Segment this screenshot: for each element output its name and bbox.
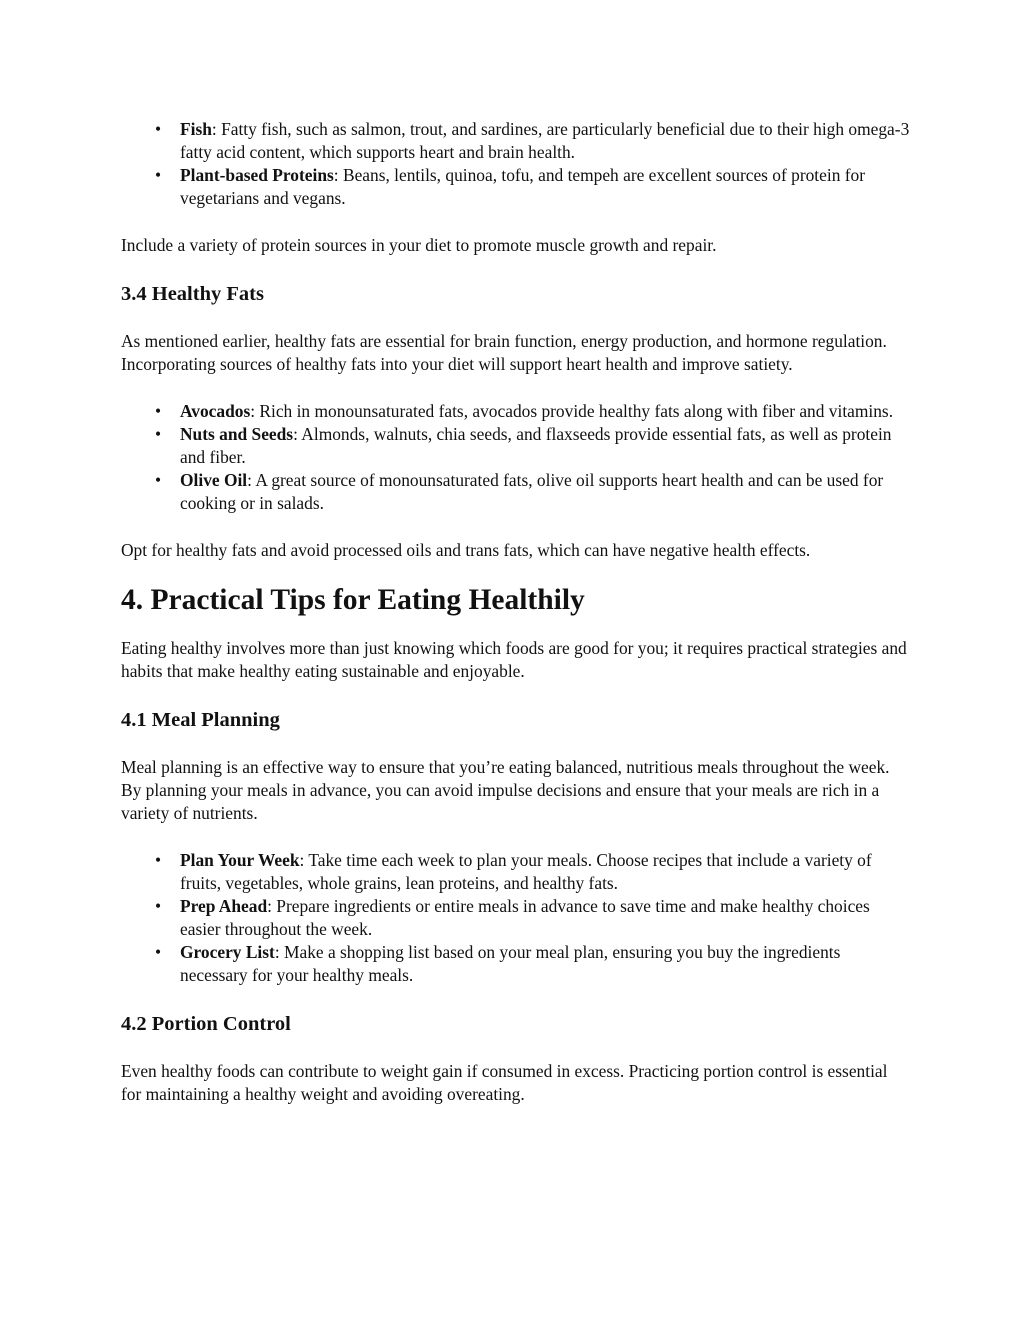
- list-item-term: Grocery List: [180, 942, 275, 962]
- list-item: [121, 423, 911, 469]
- list-item-text: : Make a shopping list based on your meal plan, ensuring you buy the ingredients necessary for your healthy meals.: [180, 942, 841, 985]
- bullet-icon: •: [155, 942, 162, 962]
- list-item-text: : Prepare ingredients or entire meals in advance to save time and make healthy choices easier throughout the week.: [180, 896, 870, 939]
- bullet-icon: •: [155, 165, 162, 185]
- list-item-term: Prep Ahead: [180, 896, 268, 916]
- section-heading-practical-tips: 4. Practical Tips for Eating Healthily: [121, 584, 585, 616]
- list-item-text: : Almonds, walnuts, chia seeds, and flaxseeds provide essential fats, as well as protein and fiber.: [180, 424, 892, 467]
- list-item-term: Olive Oil: [180, 470, 248, 490]
- document-page: [121, 118, 911, 1106]
- list-item: [121, 895, 911, 941]
- meal-planning-list: [121, 849, 911, 987]
- list-item-text: : A great source of monounsaturated fats, olive oil supports heart health and can be used for cooking or in salads.: [180, 470, 884, 513]
- list-item: [121, 849, 911, 895]
- list-item-term: Plant-based Proteins: [180, 165, 334, 185]
- list-item: [121, 469, 911, 515]
- portion-control-intro: Even healthy foods can contribute to weight gain if consumed in excess. Practicing portion control is essential for maintaining a healthy weight and avoiding overeating.: [121, 1061, 888, 1104]
- bullet-icon: •: [155, 896, 162, 916]
- protein-list: [121, 118, 911, 210]
- bullet-icon: •: [155, 470, 162, 490]
- list-item: [121, 164, 911, 210]
- meal-planning-intro: Meal planning is an effective way to ensure that you’re eating balanced, nutritious meals throughout the week. By planning your meals in advance, you can avoid impulse decisions and ensure that your meals are rich in a variety of nutrients.: [121, 757, 890, 823]
- list-item: [121, 400, 911, 423]
- bullet-icon: •: [155, 119, 162, 139]
- list-item: [121, 118, 911, 164]
- list-item-term: Fish: [180, 119, 212, 139]
- list-item-text: : Take time each week to plan your meals. Choose recipes that include a variety of fruits, vegetables, whole grains, lean proteins, and healthy fats.: [180, 850, 872, 893]
- section-heading-healthy-fats: 3.4 Healthy Fats: [121, 283, 264, 305]
- practical-tips-intro: Eating healthy involves more than just knowing which foods are good for you; it requires practical strategies and habits that make healthy eating sustainable and enjoyable.: [121, 638, 907, 681]
- list-item-text: : Rich in monounsaturated fats, avocados provide healthy fats along with fiber and vitamins.: [250, 401, 894, 421]
- list-item-term: Avocados: [180, 401, 251, 421]
- list-item: [121, 941, 911, 987]
- list-item-term: Nuts and Seeds: [180, 424, 294, 444]
- bullet-icon: •: [155, 401, 162, 421]
- protein-summary: Include a variety of protein sources in your diet to promote muscle growth and repair.: [121, 235, 717, 255]
- list-item-text: : Beans, lentils, quinoa, tofu, and tempeh are excellent sources of protein for vegetarians and vegans.: [180, 165, 866, 208]
- healthy-fats-list: [121, 400, 911, 515]
- list-item-term: Plan Your Week: [180, 850, 300, 870]
- healthy-fats-intro: As mentioned earlier, healthy fats are essential for brain function, energy production, and hormone regulation. Incorporating sources of healthy fats into your diet will support heart health and improve satiety.: [121, 331, 887, 374]
- section-heading-portion-control: 4.2 Portion Control: [121, 1013, 291, 1035]
- section-heading-meal-planning: 4.1 Meal Planning: [121, 709, 280, 731]
- bullet-icon: •: [155, 424, 162, 444]
- list-item-text: : Fatty fish, such as salmon, trout, and sardines, are particularly beneficial due to their high omega-3 fatty acid content, which supports heart and brain health.: [180, 119, 910, 162]
- healthy-fats-summary: Opt for healthy fats and avoid processed oils and trans fats, which can have negative health effects.: [121, 540, 811, 560]
- bullet-icon: •: [155, 850, 162, 870]
